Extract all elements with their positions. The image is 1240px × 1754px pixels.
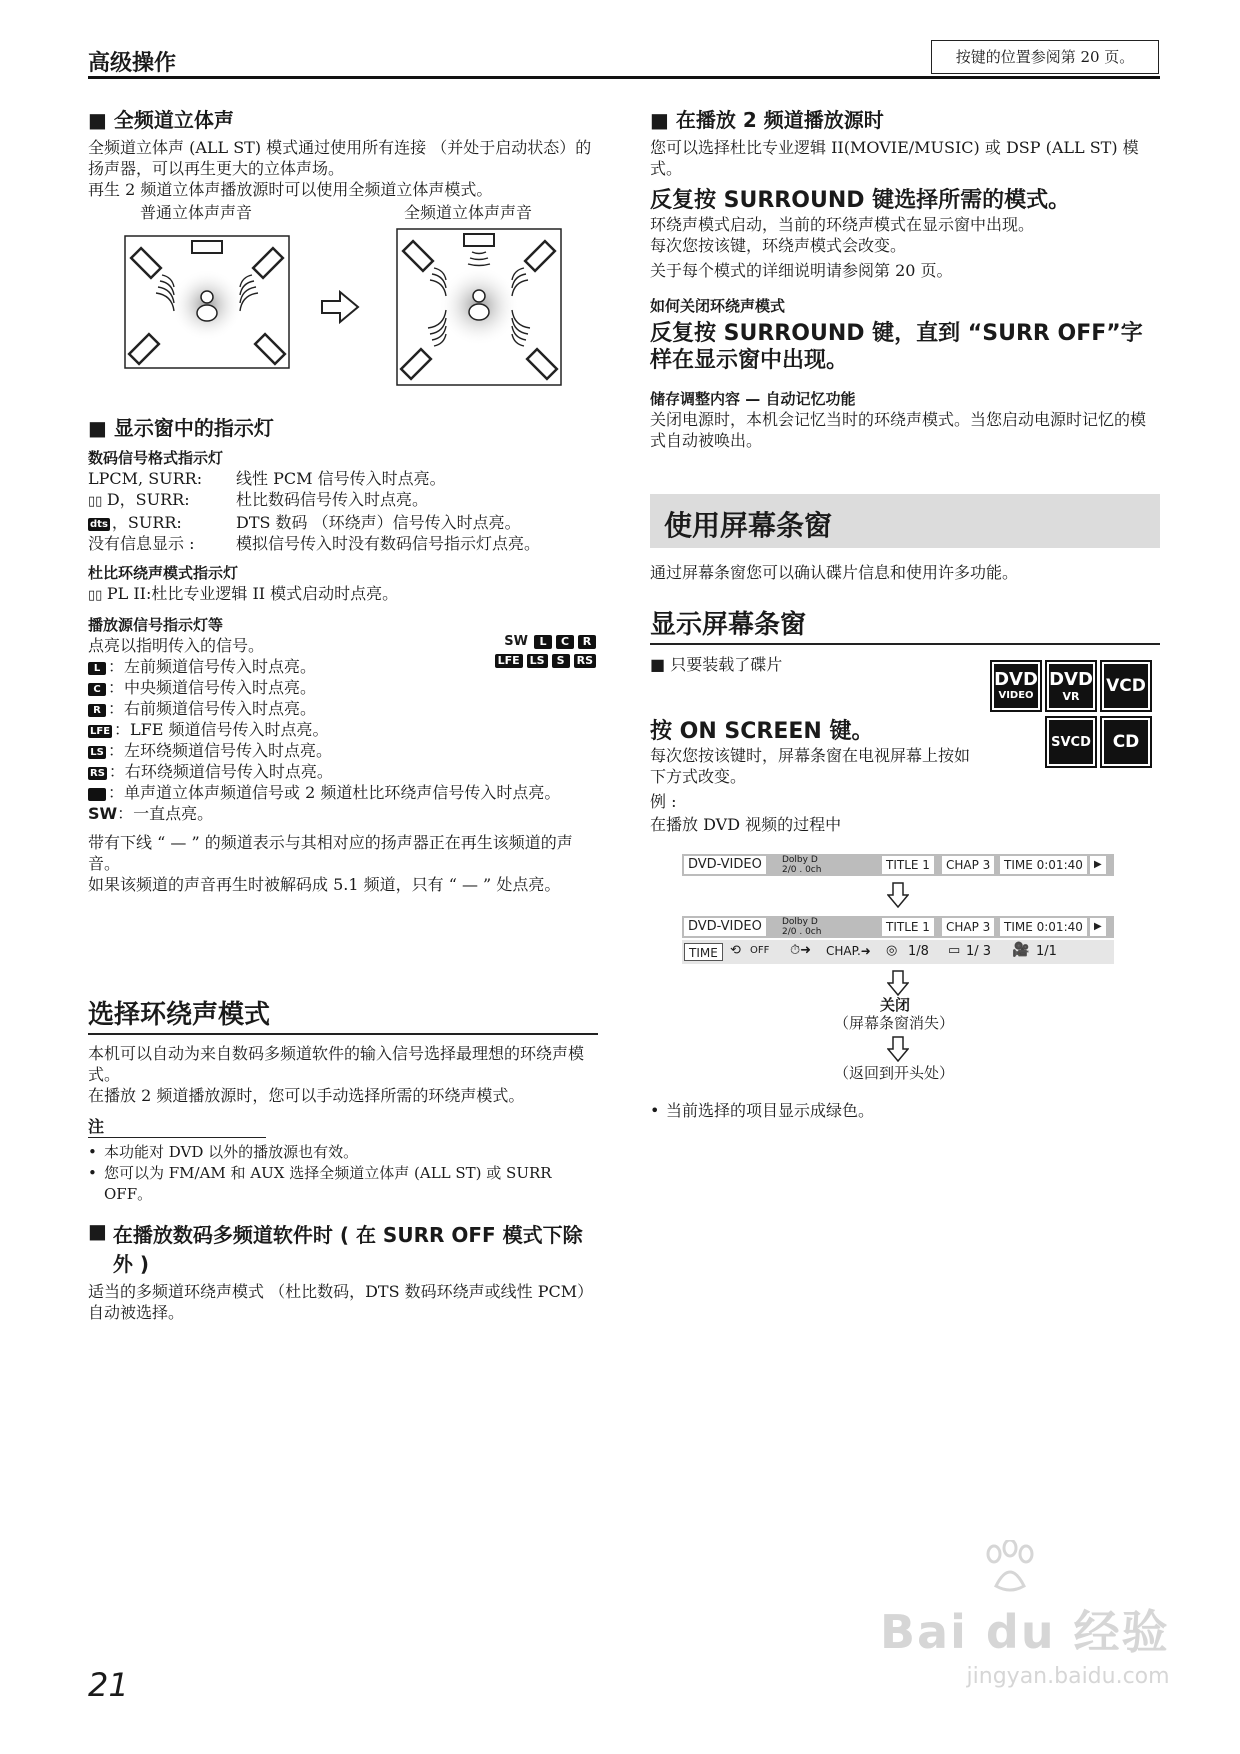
two-channel-heading: ■ 在播放 2 频道播放源时 bbox=[650, 108, 884, 132]
cd-disc-icon: CD bbox=[1100, 716, 1152, 768]
indicator-row-dts: dts ，SURR: DTS 数码 （环绕声）信号传入时点亮。 bbox=[90, 513, 521, 532]
surround-step-line-1: 环绕声模式启动，当前的环绕声模式在显示窗中出现。 bbox=[650, 215, 1035, 234]
time-display: TIME 0:01:40 bbox=[1000, 918, 1087, 936]
right-arrow-icon bbox=[320, 290, 360, 324]
angle-display: 1/1 bbox=[1036, 944, 1057, 959]
surround-step-line-2: 每次您按该键，环绕声模式会改变。 bbox=[650, 236, 907, 255]
all-channel-stereo-diagram bbox=[396, 228, 562, 386]
surround-off-step: 反复按 SURROUND 键，直到 “SURR OFF”字样在显示窗中出现。 bbox=[650, 321, 1143, 373]
surround-paragraph-2: 在播放 2 频道播放源时，您可以手动选择所需的环绕声模式。 bbox=[88, 1086, 525, 1105]
close-label: 关闭 bbox=[880, 996, 911, 1014]
onscreen-bar-1 bbox=[682, 854, 1114, 876]
only-disc-loaded: ■ 只要装载了碟片 bbox=[650, 655, 783, 674]
paw-icon bbox=[980, 1540, 1040, 1596]
subtitle-icon: ▭ bbox=[948, 943, 961, 958]
indicators-heading: ■ 显示窗中的指示灯 bbox=[88, 416, 274, 440]
multichannel-heading: ■ 在播放数码多频道软件时 ( 在 SURR OFF 模式下除外 ) bbox=[88, 1219, 583, 1276]
display-bar-heading: 显示屏幕条窗 bbox=[650, 604, 1160, 645]
underline-note-2: 如果该频道的声音再生时被解码成 5.1 频道，只有 “ — ” 处点亮。 bbox=[88, 875, 561, 894]
section-title: 高级操作 bbox=[88, 51, 177, 76]
time-display: TIME 0:01:40 bbox=[1000, 856, 1087, 874]
channel-row-rs: RS ：右环绕频道信号传入时点亮。 bbox=[90, 762, 333, 781]
green-note-list bbox=[650, 1100, 1160, 1121]
chapter-search-label: CHAP.➜ bbox=[826, 944, 871, 958]
channel-row-c: C ：中央频道信号传入时点亮。 bbox=[88, 677, 598, 698]
chapter-display: CHAP 3 bbox=[942, 918, 994, 936]
vcd-disc-icon: VCD bbox=[1100, 660, 1152, 712]
example-context: 在播放 DVD 视频的过程中 bbox=[650, 815, 842, 834]
underline-note-1: 带有下线 “ — ” 的频道表示与其相对应的扬声器正在再生该频道的声音。 bbox=[88, 833, 573, 873]
example-label: 例 : bbox=[650, 792, 677, 811]
dolby-logo-icon: ▯▯ bbox=[88, 494, 107, 509]
source-display: DVD-VIDEO bbox=[684, 918, 766, 936]
chapter-display: CHAP 3 bbox=[942, 856, 994, 874]
dolby-pl2-line: ▯▯ PL II:杜比专业逻辑 II 模式启动时点亮。 bbox=[88, 584, 399, 603]
header-rule bbox=[88, 76, 1160, 79]
label-normal-stereo: 普通立体声声音 bbox=[140, 203, 253, 222]
title-display: TITLE 1 bbox=[882, 856, 934, 874]
dvd-vr-disc-icon: DVD VR bbox=[1045, 660, 1097, 712]
audio-icon: ◎ bbox=[886, 943, 898, 958]
allst-paragraph-1: 全频道立体声 (ALL ST) 模式通过使用所有连接 （并处于启动状态）的扬声器，可以再生更大的立体声场。 bbox=[88, 138, 592, 178]
audio-track-display: 1/8 bbox=[908, 944, 929, 959]
dolby-mode-subheading: 杜比环绕声模式指示灯 bbox=[88, 564, 239, 582]
return-note: （返回到开头处） bbox=[834, 1064, 955, 1082]
surround-notes-list bbox=[88, 1142, 598, 1205]
onscreen-step-text: 每次您按该键时，屏幕条窗在电视屏幕上按如下方式改变。 bbox=[650, 746, 971, 786]
time-mode-button: TIME bbox=[684, 943, 723, 961]
page-reference-box: 按键的位置参阅第 20 页。 bbox=[931, 40, 1159, 74]
green-note-item: • 当前选择的项目显示成绿色。 bbox=[650, 1100, 1160, 1121]
play-icon: ▶ bbox=[1090, 918, 1106, 936]
dts-logo-icon: dts bbox=[90, 519, 108, 530]
surround-note-item: • 本功能对 DVD 以外的播放源也有效。 bbox=[88, 1142, 598, 1163]
source-indicator-desc: 点亮以指明传入的信号。 bbox=[88, 636, 265, 655]
normal-stereo-diagram bbox=[124, 235, 290, 369]
timer-search-icon: ⏱➜ bbox=[790, 943, 812, 958]
audio-format-display: Dolby D 2/0 . 0ch bbox=[782, 855, 822, 875]
onscreen-bar-title: 使用屏幕条窗 bbox=[664, 509, 833, 542]
angle-icon: 🎥 bbox=[1012, 942, 1030, 958]
watermark-url: jingyan.baidu.com bbox=[966, 1664, 1170, 1689]
onscreen-bar-2 bbox=[682, 916, 1114, 938]
baidu-watermark bbox=[880, 1596, 1170, 1689]
title-display: TITLE 1 bbox=[882, 918, 934, 936]
svcd-disc-icon: SVCD bbox=[1045, 716, 1097, 768]
channel-row-sw: SW：一直点亮。 bbox=[88, 804, 214, 823]
indicator-row-none: 没有信息显示 : 模拟信号传入时没有数码信号指示灯点亮。 bbox=[88, 534, 541, 553]
surround-note-item: • 您可以为 FM/AM 和 AUX 选择全频道立体声 (ALL ST) 或 SURR OFF。 bbox=[88, 1163, 598, 1205]
page-number: 21 bbox=[88, 1666, 129, 1704]
channel-row-s: S ：单声道立体声频道信号或 2 频道杜比环绕声信号传入时点亮。 bbox=[69, 783, 561, 802]
surround-step: 反复按 SURROUND 键选择所需的模式。 bbox=[650, 188, 1071, 213]
audio-format-display: Dolby D 2/0 . 0ch bbox=[782, 917, 822, 937]
down-arrow-icon bbox=[887, 882, 909, 908]
channel-row-ls: LS ：左环绕频道信号传入时点亮。 bbox=[88, 740, 598, 761]
channel-row-l: L ：左前频道信号传入时点亮。 bbox=[88, 656, 598, 677]
onscreen-bar-title-block bbox=[650, 494, 1160, 548]
memory-subheading: 储存调整内容 — 自动记忆功能 bbox=[650, 390, 856, 408]
memory-text: 关闭电源时，本机会记忆当时的环绕声模式。当您启动电源时记忆的模式自动被唤出。 bbox=[650, 410, 1147, 450]
down-arrow-icon bbox=[887, 970, 909, 996]
channel-row-r: R ：右前频道信号传入时点亮。 bbox=[88, 698, 598, 719]
repeat-off-label: OFF bbox=[750, 945, 770, 956]
source-display: DVD-VIDEO bbox=[684, 856, 766, 874]
onscreen-bar-2-functions bbox=[682, 940, 1114, 964]
multichannel-text: 适当的多频道环绕声模式 （杜比数码，DTS 数码环绕声或线性 PCM）自动被选择。 bbox=[88, 1282, 594, 1322]
surround-off-subheading: 如何关闭环绕声模式 bbox=[650, 297, 786, 315]
source-indicator-subheading: 播放源信号指示灯等 bbox=[88, 616, 224, 634]
close-note: （屏幕条窗消失） bbox=[834, 1014, 955, 1032]
surround-section-heading: 选择环绕声模式 bbox=[88, 994, 598, 1035]
dolby-logo-icon: ▯▯ bbox=[88, 588, 107, 603]
surround-step-line-3: 关于每个模式的详细说明请参阅第 20 页。 bbox=[650, 261, 953, 280]
label-all-channel-stereo: 全频道立体声声音 bbox=[404, 203, 533, 222]
down-arrow-icon bbox=[887, 1036, 909, 1062]
repeat-icon: ⟲ bbox=[730, 943, 741, 958]
channel-tag-legend: SW L C R LFE LS S RS bbox=[478, 634, 596, 668]
subtitle-display: 1/ 3 bbox=[966, 944, 992, 959]
note-label: 注 bbox=[88, 1116, 266, 1138]
play-icon: ▶ bbox=[1090, 856, 1106, 874]
channel-row-lfe: LFE ：LFE 频道信号传入时点亮。 bbox=[90, 720, 329, 739]
surround-paragraph-1: 本机可以自动为来自数码多频道软件的输入信号选择最理想的环绕声模式。 bbox=[88, 1044, 585, 1084]
indicator-row-dolby: ▯▯ D，SURR: 杜比数码信号传入时点亮。 bbox=[88, 490, 429, 509]
onscreen-step: 按 ON SCREEN 键。 bbox=[650, 719, 874, 744]
watermark-main: Bai du 经验 bbox=[880, 1605, 1170, 1659]
indicator-row-lpcm: LPCM, SURR: 线性 PCM 信号传入时点亮。 bbox=[88, 469, 446, 488]
allst-paragraph-2: 再生 2 频道立体声播放源时可以使用全频道立体声模式。 bbox=[88, 180, 493, 199]
allst-heading: ■ 全频道立体声 bbox=[88, 108, 234, 132]
digital-format-subheading: 数码信号格式指示灯 bbox=[88, 449, 224, 467]
two-channel-text: 您可以选择杜比专业逻辑 II(MOVIE/MUSIC) 或 DSP (ALL ST) 模式。 bbox=[650, 138, 1139, 178]
dvd-video-disc-icon: DVD VIDEO bbox=[990, 660, 1042, 712]
onscreen-bar-intro: 通过屏幕条窗您可以确认碟片信息和使用许多功能。 bbox=[650, 563, 1019, 582]
